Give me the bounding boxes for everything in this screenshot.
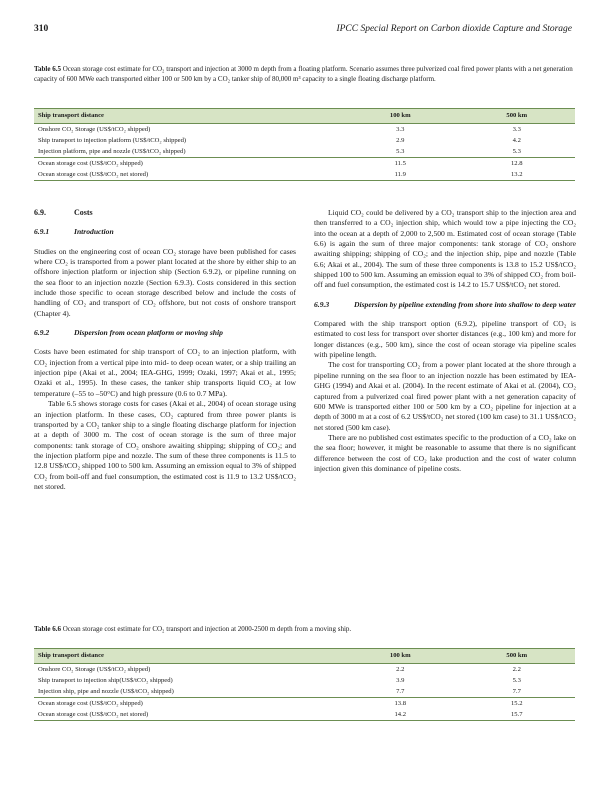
section-6-9-2-heading	[34, 328, 296, 338]
section-number: 6.9.1	[34, 227, 50, 237]
table-row	[34, 686, 575, 698]
value-100km: 3.3	[396, 126, 405, 133]
table-row	[34, 135, 575, 146]
value-500km: 4.2	[512, 137, 521, 144]
row-label: Ocean storage cost (US$/tCO₂ net stored)	[34, 709, 342, 721]
value-100km: 2.9	[396, 137, 405, 144]
row-label: Injection platform, pipe and nozzle (US$/tCO₂ shipped)	[38, 148, 186, 155]
value-100km: 7.7	[396, 688, 405, 695]
row-label: Injection ship, pipe and nozzle (US$/tCO₂ shipped)	[38, 688, 174, 695]
table-6-5-caption-text: Ocean storage cost estimate for CO₂ transport and injection at 3000 m depth from a floating platform. Scenario assumes three pulverized coal fired power plants with a net generation capacity of 600 MWe each transported either 100 or 500 km by a CO₂ tanker ship of 80,000 m³ capacity to a single floating discharge platform.	[34, 65, 573, 83]
header-100km: 100 km	[342, 109, 459, 124]
row-label: Ship transport to injection ship(US$/tCO₂ shipped)	[38, 677, 173, 684]
header-100km: 100 km	[342, 649, 459, 664]
value-100km: 2.2	[396, 666, 405, 673]
value-500km: 15.7	[459, 709, 576, 721]
row-label: Onshore CO₂ Storage (US$/tCO₂ shipped)	[38, 126, 151, 133]
table-row	[34, 146, 575, 158]
value-100km: 5.3	[396, 148, 405, 155]
table-header-row	[34, 109, 575, 124]
running-header	[34, 24, 572, 38]
table-row	[34, 158, 575, 170]
section-title: Dispersion from ocean platform or moving ship	[74, 328, 223, 338]
header-distance: Ship transport distance	[34, 109, 342, 124]
value-100km: 13.8	[342, 698, 459, 710]
value-500km: 2.2	[512, 666, 521, 673]
table-row	[34, 698, 575, 710]
value-100km: 14.2	[342, 709, 459, 721]
paragraph: Studies on the engineering cost of ocean CO₂ storage have been published for cases where CO₂ is transported from a power plant located at the shore by either ship to an offshore injection platform or injection ship (Section 6.9.2), or pipeline running on the sea floor to an injection nozzle (Section 6.9.3). Costs considered in this section include those specific to ocean storage described below and include the costs of handling of CO₂ and transport of CO₂ offshore, but not costs of onshore transport (Chapter 4).	[34, 246, 296, 318]
value-500km: 13.2	[459, 169, 576, 181]
header-500km: 500 km	[459, 109, 576, 124]
value-100km: 11.5	[342, 158, 459, 170]
paragraph: Costs have been estimated for ship transport of CO₂ to an injection platform, with CO₂ injection from a vertical pipe into mid- to deep ocean water, or a ship trailing an injection pipe (Akai et al., 2004; IEA-GHG, 1999; Ozaki, 1997; Akai et al., 1995; Ozaki et al., 1995). In these cases, the tanker ship transports liquid CO₂ at low temperature (–55 to –50°C) and high pressure (0.6 to 0.7 MPa).	[34, 347, 296, 398]
row-label: Onshore CO₂ Storage (US$/tCO₂ shipped)	[38, 666, 151, 673]
table-header-row	[34, 649, 575, 664]
page-number: 310	[34, 24, 49, 34]
row-label: Ocean storage cost (US$/tCO₂ shipped)	[34, 698, 342, 710]
table-6-5-label: Table 6.5	[34, 65, 61, 73]
table-6-6	[34, 648, 575, 721]
table-6-6-caption-text: Ocean storage cost estimate for CO₂ transport and injection at 2000-2500 m depth from a moving ship.	[62, 625, 352, 633]
value-500km: 12.8	[459, 158, 576, 170]
section-title: Dispersion by pipeline extending from shore into shallow to deep water	[354, 299, 576, 309]
table-row	[34, 664, 575, 676]
table-row	[34, 124, 575, 136]
value-500km: 15.2	[459, 698, 576, 710]
row-label: Ocean storage cost (US$/tCO₂ shipped)	[34, 158, 342, 170]
paragraph: The cost for transporting CO₂ from a power plant located at the shore through a pipeline running on the sea floor to an injection nozzle has been estimated by IEA-GHG (1994) and Akai et al. (2004). In the recent estimate of Akai et al. (2004), CO₂ captured from a pulverized coal fired power plant with a net generation capacity of 600 MWe is transported either 100 or 500 km by a CO₂ pipeline for injection at a depth of 3000 m at a cost of 6.2 US$/tCO₂ net stored (100 km case) to 31.1 US$/tCO₂ net stored (500 km case).	[314, 360, 576, 432]
paragraph: Liquid CO₂ could be delivered by a CO₂ transport ship to the injection area and then transferred to a CO₂ injection ship, which would tow a pipe injecting the CO₂ into the ocean at a depth of 2,000 to 2,500 m. Estimated cost of ocean storage (Table 6.6) is again the sum of three major components: tank storage of CO₂ onshore awaiting shipping; shipping of CO₂; and the injection ship, pipe and nozzle (Table 6.6; Akai et al., 2004). The sum of these three components is 13.8 to 15.2 US$/tCO₂ shipped 100 to 500 km. Assuming an emission equal to 3% of shipped CO₂ from boil-off and fuel consumption, the estimated cost is 14.2 to 15.7 US$/tCO₂ net stored.	[314, 208, 576, 290]
row-label: Ocean storage cost (US$/tCO₂ net stored)	[34, 169, 342, 181]
header-500km: 500 km	[459, 649, 576, 664]
left-column	[34, 208, 296, 492]
section-title: Costs	[74, 208, 93, 217]
table-row	[34, 675, 575, 686]
value-500km: 3.3	[512, 126, 521, 133]
row-label: Ship transport to injection platform (US$/tCO₂ shipped)	[38, 137, 187, 144]
section-number: 6.9.2	[34, 328, 50, 338]
table-row	[34, 169, 575, 181]
value-500km: 7.7	[512, 688, 521, 695]
paragraph: Compared with the ship transport option (6.9.2), pipeline transport of CO₂ is estimated to cost less for transport over shorter distances (e.g., 100 km) and more for longer distances (e.g., 500 km), since the cost of ocean storage via pipeline scales with pipeline length.	[314, 319, 576, 360]
running-title: IPCC Special Report on Carbon dioxide Capture and Storage	[336, 24, 572, 34]
paragraph: There are no published cost estimates specific to the production of a CO₂ lake on the sea floor; however, it might be reasonable to assume that there is no significant difference between the cost of CO₂ lake production and the cost of water column injection given this dominance of pipeline costs.	[314, 432, 576, 473]
table-6-6-caption	[34, 625, 574, 635]
section-6-9-3-heading	[314, 300, 576, 310]
table-6-5	[34, 108, 575, 181]
section-6-9-1-heading	[34, 227, 296, 237]
value-500km: 5.3	[512, 148, 521, 155]
section-number: 6.9.3	[314, 299, 330, 309]
table-6-6-label: Table 6.6	[34, 625, 61, 633]
value-100km: 11.9	[342, 169, 459, 181]
table-row	[34, 709, 575, 721]
paragraph: Table 6.5 shows storage costs for cases (Akai et al., 2004) of ocean storage using an injection platform. In these cases, CO₂ captured from three power plants is transported by a CO₂ tanker ship to a single floating discharge platform for injection at a depth of 3000 m. The cost of ocean storage is the sum of three major components: tank storage of CO₂ onshore awaiting shipping; shipping of CO₂; and the injection platform pipe and nozzle. The sum of these three components is 11.5 to 12.8 US$/tCO₂ shipped 100 to 500 km. Assuming an emission equal to 3% of shipped CO₂ from boil-off and fuel consumption, the estimated cost is 11.9 to 13.2 US$/tCO₂ net stored.	[34, 399, 296, 491]
table-6-5-caption	[34, 65, 574, 84]
value-500km: 5.3	[512, 677, 521, 684]
right-column	[314, 208, 576, 474]
section-title: Introduction	[74, 227, 114, 237]
section-6-9-heading	[34, 208, 296, 218]
header-distance: Ship transport distance	[34, 649, 342, 664]
section-number: 6.9.	[34, 208, 46, 217]
value-100km: 3.9	[396, 677, 405, 684]
